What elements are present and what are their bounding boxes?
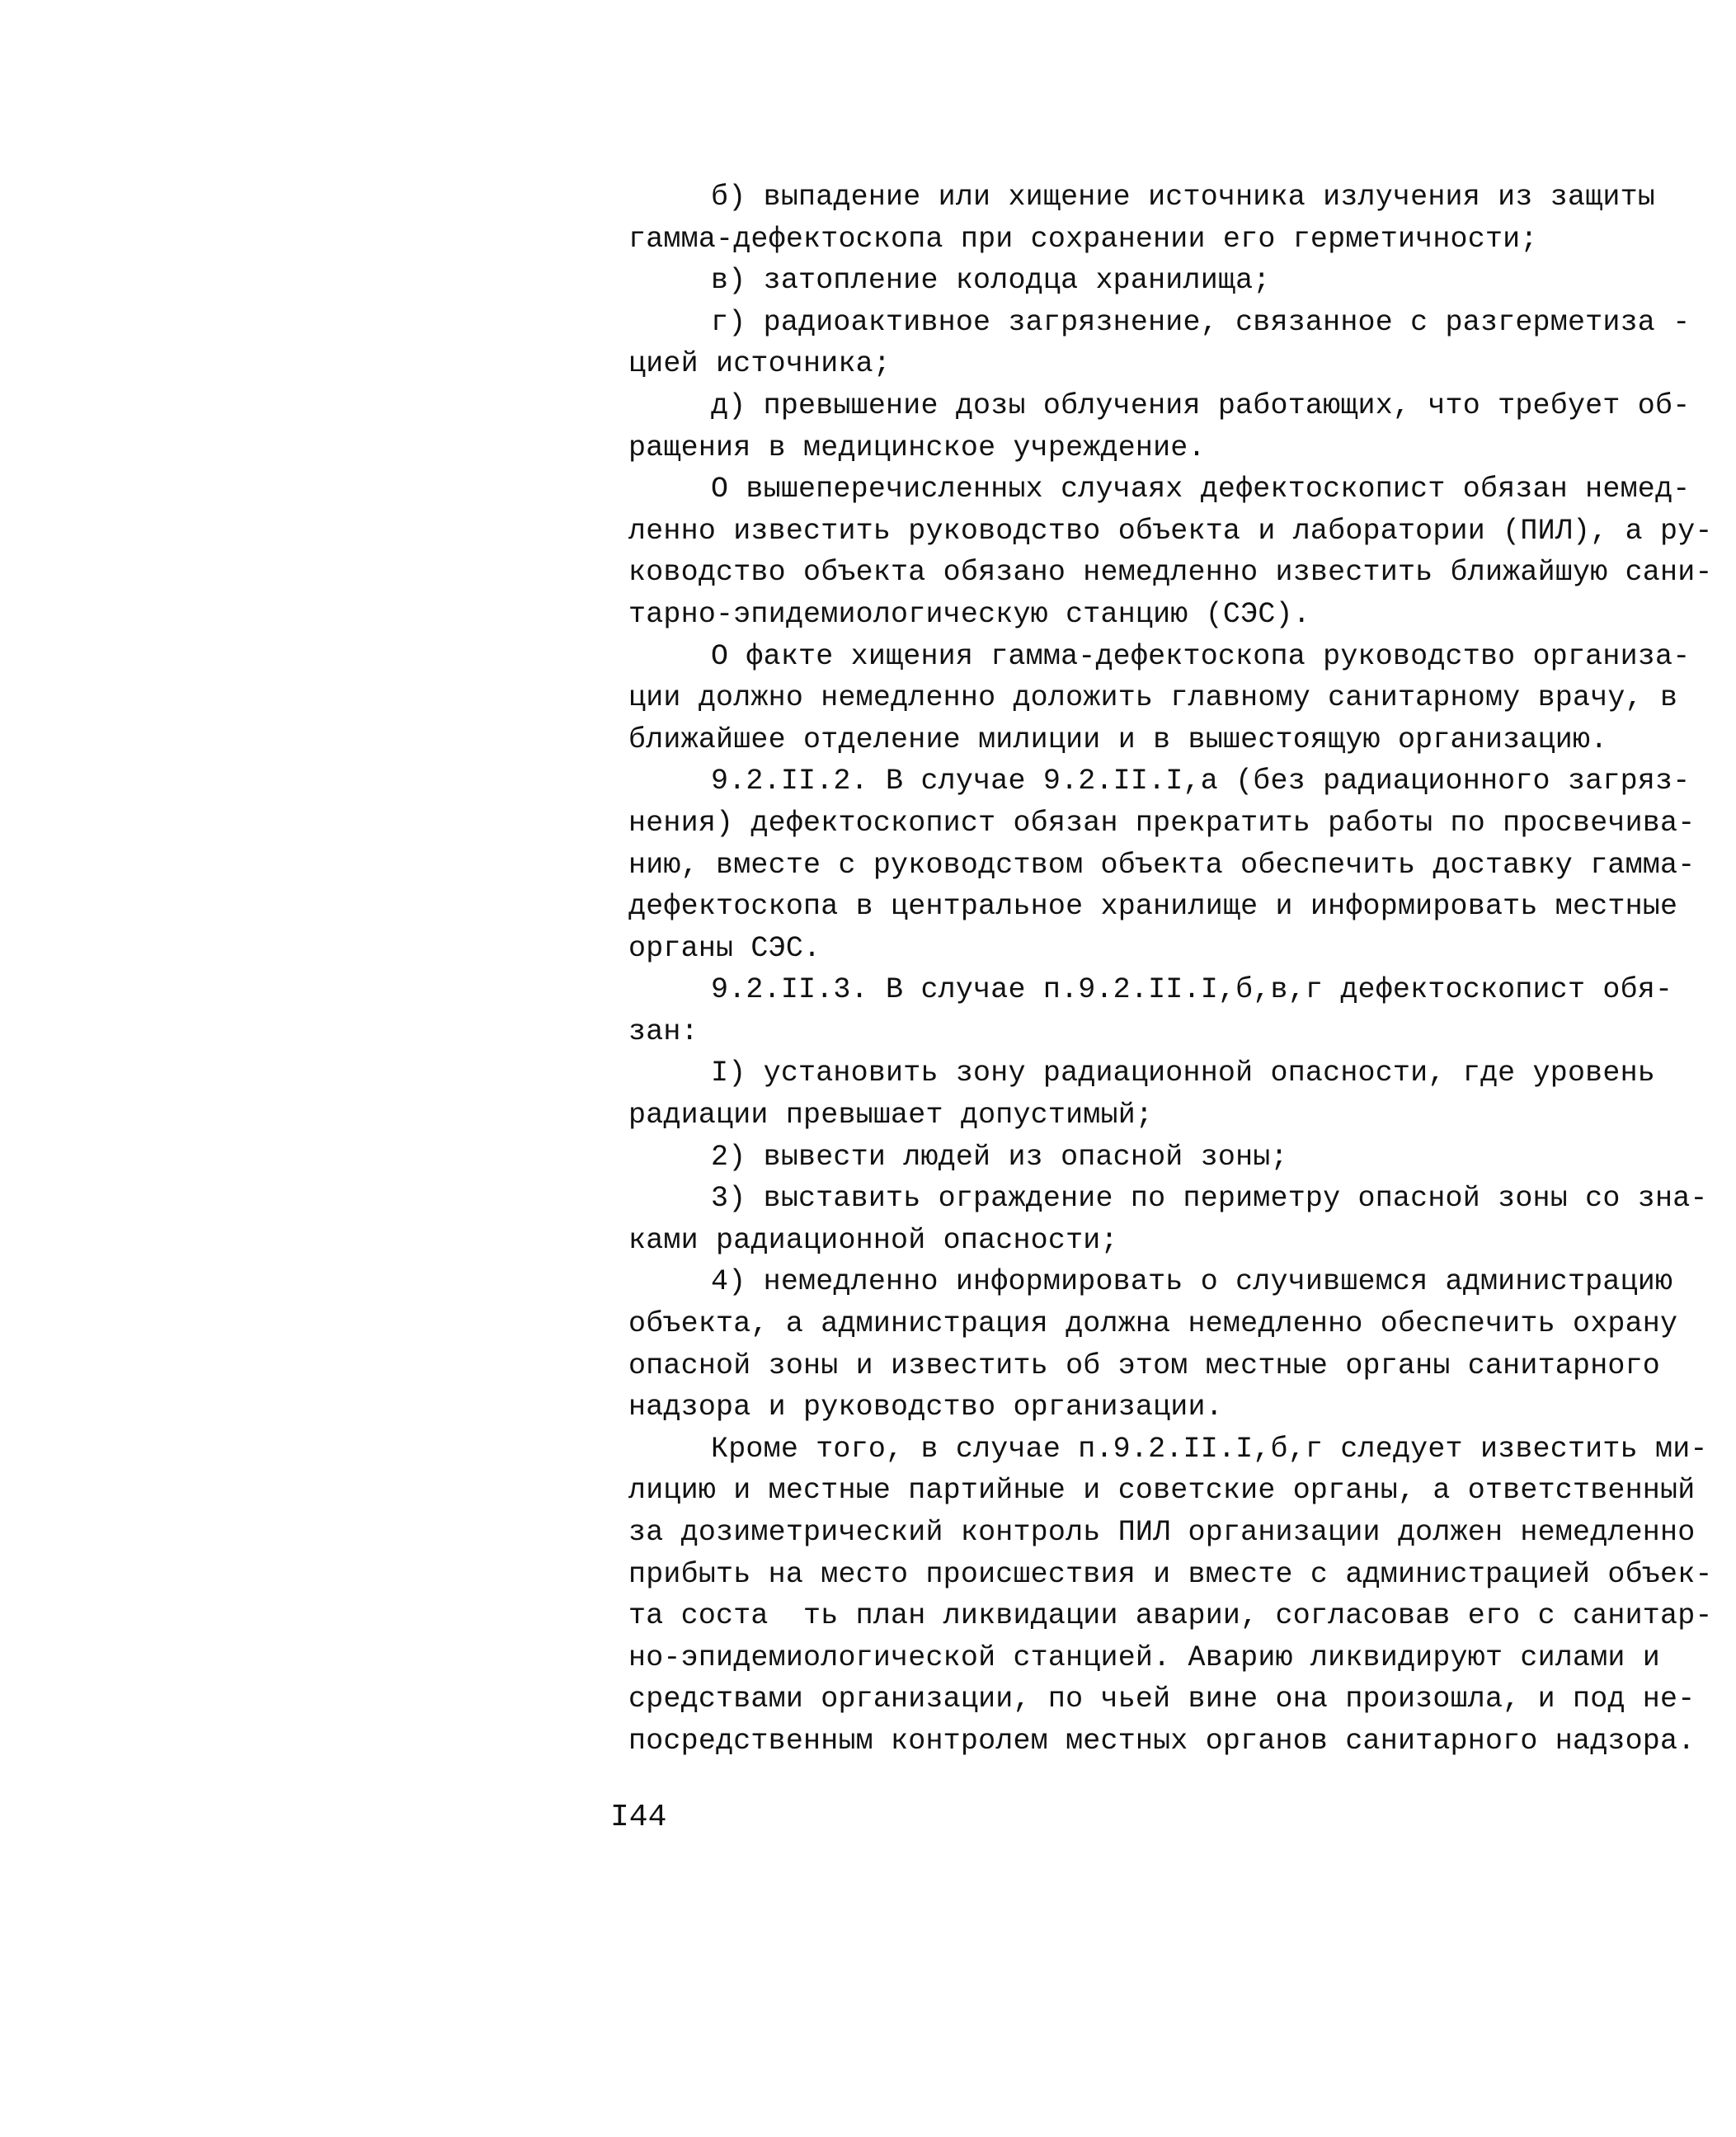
text-line: надзора и руководство организации. [628, 1391, 1223, 1424]
text-line: 3) выставить ограждение по периметру опасной зоны со зна- [711, 1182, 1708, 1216]
text-line: I) установить зону радиационной опасности, где уровень [711, 1057, 1655, 1090]
text-line: Кроме того, в случае п.9.2.II.I,б,г следует известить ми- [711, 1432, 1708, 1466]
text-line: тарно-эпидемиологическую станцию (СЭС). [628, 597, 1310, 631]
text-line: опасной зоны и известить об этом местные органы санитарного [628, 1349, 1661, 1382]
text-line: О вышеперечисленных случаях дефектоскопист обязан немед- [711, 473, 1691, 506]
text-line: О факте хищения гамма-дефектоскопа руководство организа- [711, 639, 1691, 673]
text-line: 9.2.II.2. В случае 9.2.II.I,а (без радиационного загряз- [711, 765, 1691, 798]
text-line: д) превышение дозы облучения работающих, что требует об- [711, 388, 1691, 422]
text-line: зан: [628, 1014, 699, 1048]
text-line: 9.2.II.3. В случае п.9.2.II.I,б,в,г дефектоскопист обя- [711, 973, 1673, 1007]
text-line: лицию и местные партийные и советские органы, а ответственный [628, 1474, 1696, 1508]
text-line: органы СЭС. [628, 931, 821, 965]
text-line: за дозиметрический контроль ПИЛ организации должен немедленно [628, 1516, 1696, 1549]
text-line: ближайшее отделение милиции и в вышестоящую организацию. [628, 723, 1608, 756]
text-line: ленно известить руководство объекта и лаборатории (ПИЛ), а ру- [628, 514, 1713, 548]
text-line: посредственным контролем местных органов санитарного надзора. [628, 1724, 1696, 1758]
text-line: та соста ть план ликвидации аварии, согласовав его с санитар- [628, 1599, 1713, 1633]
text-line: нения) дефектоскопист обязан прекратить работы по просвечива- [628, 806, 1696, 840]
text-line: нию, вместе с руководством объекта обеспечить доставку гамма- [628, 848, 1696, 882]
text-line: б) выпадение или хищение источника излучения из защиты [711, 181, 1655, 214]
text-line: средствами организации, по чьей вине она произошла, и под не- [628, 1683, 1696, 1716]
text-line: дефектоскопа в центральное хранилище и информировать местные [628, 890, 1678, 924]
text-line: радиации превышает допустимый; [628, 1099, 1154, 1132]
text-line: объекта, а администрация должна немедленно обеспечить охрану [628, 1307, 1678, 1341]
text-line: в) затопление колодца хранилища; [711, 264, 1271, 298]
body-text [628, 177, 1713, 1763]
text-line: 4) немедленно информировать о случившемся администрацию [711, 1265, 1673, 1299]
text-line: гамма-дефектоскопа при сохранении его герметичности; [628, 222, 1538, 256]
text-line: ращения в медицинское учреждение. [628, 431, 1206, 464]
page-number: I44 [610, 1800, 667, 1835]
text-line: ками радиационной опасности; [628, 1223, 1118, 1257]
text-line: ководство объекта обязано немедленно известить ближайшую сани- [628, 556, 1713, 590]
text-line: но-эпидемиологической станцией. Аварию ликвидируют силами и [628, 1640, 1661, 1674]
text-line: цией источника; [628, 347, 892, 381]
text-line: прибыть на место происшествия и вместе с администрацией объек- [628, 1557, 1713, 1591]
text-line: г) радиоактивное загрязнение, связанное с разгерметиза - [711, 305, 1691, 339]
text-line: ции должно немедленно доложить главному санитарному врачу, в [628, 681, 1678, 715]
text-line: 2) вывести людей из опасной зоны; [711, 1140, 1288, 1174]
